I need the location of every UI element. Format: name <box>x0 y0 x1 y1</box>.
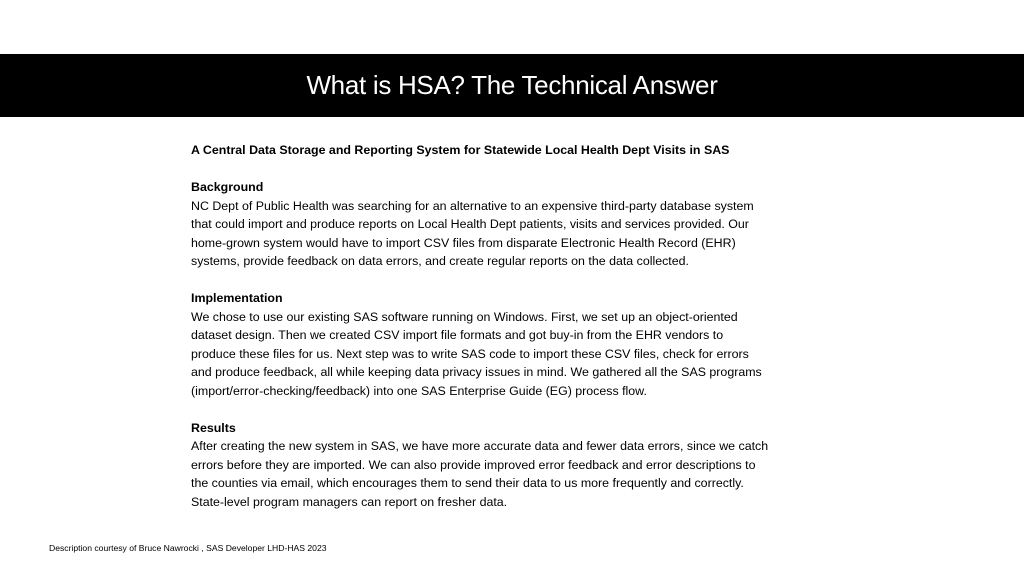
slide-subtitle: A Central Data Storage and Reporting System for Statewide Local Health Dept Visits in SAS <box>191 143 730 157</box>
paragraph-line: that could import and produce reports on Local Health Dept patients, visits and services provided. Our <box>191 217 749 231</box>
slide-title: What is HSA? The Technical Answer <box>306 70 718 100</box>
paragraph-line: dataset design. Then we created CSV import file formats and got buy-in from the EHR vendors to <box>191 328 724 342</box>
section-heading: Implementation <box>191 291 283 305</box>
paragraph-line: NC Dept of Public Health was searching for an alternative to an expensive third-party database system <box>191 198 754 213</box>
section-heading: Background <box>191 180 264 194</box>
paragraph-line: systems, provide feedback on data errors, and create regular reports on the data collected. <box>191 254 689 268</box>
paragraph-line: produce these files for us. Next step was to write SAS code to import these CSV files, check for errors <box>191 346 749 361</box>
paragraph-line: (import/error-checking/feedback) into one SAS Enterprise Guide (EG) process flow. <box>191 383 647 398</box>
paragraph-line: After creating the new system in SAS, we have more accurate data and fewer data errors, since we catch <box>191 439 769 453</box>
section-heading: Results <box>191 420 236 435</box>
paragraph-line: the counties via email, which encourages them to send their data to us more frequently and correctly. <box>191 476 744 490</box>
paragraph-line: We chose to use our existing SAS software running on Windows. First, we set up an object-oriented <box>191 309 738 324</box>
title-bar <box>0 54 1024 117</box>
paragraph-line: home-grown system would have to import CSV files from disparate Electronic Health Record (EHR) <box>191 235 736 250</box>
section-background <box>191 178 841 271</box>
section-results <box>191 419 841 512</box>
paragraph-line: State-level program managers can report on fresher data. <box>191 494 508 509</box>
slide-body <box>191 141 841 511</box>
section-implementation <box>191 289 841 400</box>
paragraph-line: errors before they are imported. We can also provide improved error feedback and error descriptions to <box>191 457 756 472</box>
paragraph-line: and produce feedback, all while keeping data privacy issues in mind. We gathered all the SAS programs <box>191 365 762 379</box>
slide-footer: Description courtesy of Bruce Nawrocki , SAS Developer LHD-HAS 2023 <box>49 543 327 553</box>
